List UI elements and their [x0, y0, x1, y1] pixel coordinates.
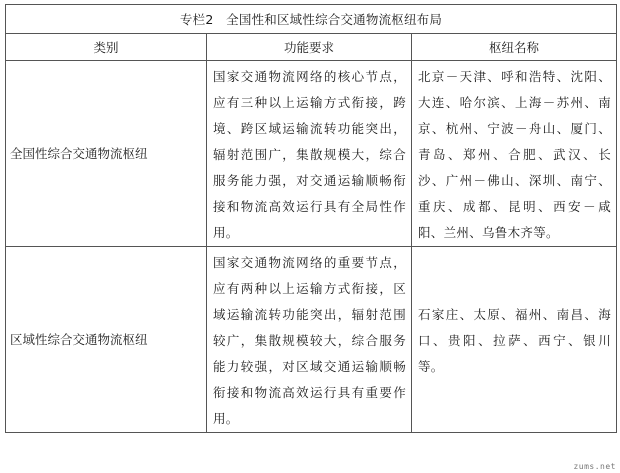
text-line: 国家交通物流网络的重要节点， — [213, 255, 406, 270]
caption-row — [6, 5, 617, 34]
text-line: 衔接和物流高效运行具有重要作 — [213, 385, 406, 400]
header-requirements: 功能要求 — [207, 34, 412, 61]
hubs-national — [412, 61, 617, 247]
text-line: 口、贵阳、拉萨、西宁、银川 — [418, 333, 611, 348]
text-line: 应有两种以上运输方式衔接，区 — [213, 281, 406, 296]
header-hub-names: 枢纽名称 — [412, 34, 617, 61]
text-line: 辐射范围广，集散规模大，综合 — [213, 147, 406, 162]
table-row — [6, 247, 617, 433]
category-regional: 区域性综合交通物流枢纽 — [6, 247, 207, 433]
text-line: 服务能力强，对交通运输顺畅衔 — [213, 173, 406, 188]
text-line: 能力较强，对区域交通运输顺畅 — [213, 359, 406, 374]
requirements-regional — [207, 247, 412, 433]
text-line: 大连、哈尔滨、上海－苏州、南 — [418, 95, 611, 110]
text-line: 重庆、成都、昆明、西安－咸 — [418, 199, 611, 214]
hub-layout-table — [5, 4, 617, 433]
watermark-text: zums.net — [573, 462, 616, 471]
text-line: 阳、兰州、乌鲁木齐等。 — [418, 225, 559, 240]
header-row — [6, 34, 617, 61]
text-line: 域运输流转功能突出，辐射范围 — [213, 307, 406, 322]
text-line: 较广，集散规模较大，综合服务 — [213, 333, 406, 348]
text-line: 京、杭州、宁波－舟山、厦门、 — [418, 121, 611, 136]
text-line: 国家交通物流网络的核心节点， — [213, 69, 406, 84]
table-caption: 专栏2 全国性和区域性综合交通物流枢纽布局 — [6, 5, 617, 34]
text-line: 用。 — [213, 225, 239, 240]
requirements-national — [207, 61, 412, 247]
hubs-regional — [412, 247, 617, 433]
text-line: 应有三种以上运输方式衔接，跨 — [213, 95, 406, 110]
text-line: 接和物流高效运行具有全局性作 — [213, 199, 406, 214]
table-row — [6, 61, 617, 247]
text-line: 北京－天津、呼和浩特、沈阳、 — [418, 69, 611, 84]
header-category: 类别 — [6, 34, 207, 61]
text-line: 沙、广州－佛山、深圳、南宁、 — [418, 173, 611, 188]
text-line: 用。 — [213, 411, 239, 426]
category-national: 全国性综合交通物流枢纽 — [6, 61, 207, 247]
text-line: 境、跨区域运输流转功能突出， — [213, 121, 406, 136]
text-line: 等。 — [418, 359, 444, 374]
text-line: 石家庄、太原、福州、南昌、海 — [418, 307, 611, 322]
text-line: 青岛、郑州、合肥、武汉、长 — [418, 147, 611, 162]
